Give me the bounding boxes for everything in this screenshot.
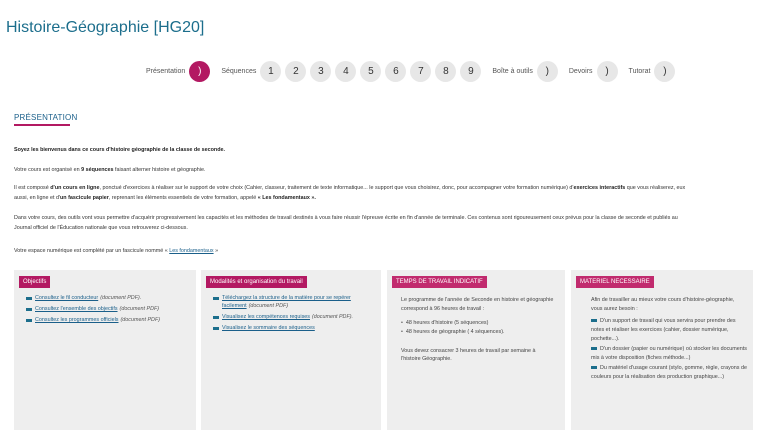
objectifs-link[interactable]: Consultez l'ensemble des objectifs: [35, 306, 118, 313]
nav-sequence-2-button[interactable]: 2: [285, 61, 306, 82]
modalites-link-item: Visualisez les compétences requises (document PDF).: [213, 313, 381, 321]
welcome-text: Soyez les bienvenus dans ce cours d'histoire géographie de la classe de seconde.: [14, 147, 225, 153]
heading-underline: [14, 124, 70, 126]
bullet-icon: [213, 316, 219, 319]
course-navigation: [146, 59, 679, 83]
objectifs-box: [14, 270, 196, 430]
nav-sequence-7-button[interactable]: 7: [410, 61, 431, 82]
materiel-item: D'un dossier (papier ou numérique) où stocker les documents mis à votre disposition (fiches méthode...): [591, 346, 747, 361]
sommaire-link[interactable]: Visualisez le sommaire des séquences: [222, 325, 315, 332]
composition-text-line1: Il est composé d'un cours en ligne, ponctué d'exercices à réaliser sur le support de votre choix (Cahier, classeur, traitement de texte informatique... le support que vous choisirez, donc, pour accompagner votre formation numérique) d'exercices interactifs que vous réaliserez, eux: [14, 185, 686, 191]
nav-devoirs-button[interactable]: ): [597, 61, 618, 82]
materiel-intro: Afin de travailler au mieux votre cours d'histoire-géographie, vous aurez besoin :: [591, 297, 735, 312]
tools-text-line2: Journal officiel de l'Éducation nationale que vous retrouverez ci-dessous.: [14, 225, 188, 231]
objectifs-link-item: Consultez l'ensemble des objectifs (document PDF): [26, 305, 196, 313]
nav-sequence-8-button[interactable]: 8: [435, 61, 456, 82]
programmes-officiels-link[interactable]: Consultez les programmes officiels: [35, 317, 119, 324]
temps-header: TEMPS DE TRAVAIL INDICATIF: [392, 276, 487, 288]
materiel-item: D'un support de travail qui vous servira pour prendre des notes et réaliser les exercices (cahier, dossier numérique, pochette...).: [591, 318, 736, 342]
nav-sequence-5-button[interactable]: 5: [360, 61, 381, 82]
tools-text-line1: Dans votre cours, des outils vont vous permettre d'acquérir progressivement les capacités et les méthodes de travail destinés à vous faire réussir l'épreuve écrite en fin d'année de terminale. Ces contenus sont rigoureusement ceux prévus pour la classe de seconde et publiés au: [14, 215, 678, 221]
bullet-icon: [591, 366, 597, 369]
objectifs-link-item: Consultez les programmes officiels (document PDF): [26, 316, 196, 324]
presentation-heading: PRÉSENTATION: [14, 113, 78, 122]
objectifs-header: Objectifs: [19, 276, 50, 288]
nav-tutorat-button[interactable]: ): [654, 61, 675, 82]
nav-devoirs-label[interactable]: Devoirs: [568, 67, 593, 75]
temps-box: [387, 270, 565, 430]
nav-sequence-4-button[interactable]: 4: [335, 61, 356, 82]
nav-toolbox-button[interactable]: ): [537, 61, 558, 82]
structure-matiere-link[interactable]: Téléchargez la structure de la matière pour se repérer facilement: [222, 295, 351, 310]
bullet-icon: [591, 319, 597, 322]
complement-text: Votre espace numérique est complété par un fascicule nommé « Les fondamentaux »: [14, 248, 219, 254]
composition-text-line2: aussi, en ligne et d'un fascicule papier, reprenant les éléments essentiels de votre formation, appelé « Les fondamentaux ».: [14, 195, 316, 201]
competences-link[interactable]: Visualisez les compétences requises: [222, 314, 310, 321]
nav-sequence-1-button[interactable]: 1: [260, 61, 281, 82]
bullet-icon: [26, 319, 32, 322]
bullet-icon: [213, 327, 219, 330]
bullet-icon: [213, 297, 219, 300]
fondamentaux-link[interactable]: Les fondamentaux: [169, 248, 214, 254]
course-title: Histoire-Géographie [HG20]: [6, 19, 205, 36]
nav-sequence-3-button[interactable]: 3: [310, 61, 331, 82]
modalites-link-item: Téléchargez la structure de la matière pour se repérer facilement (document PDF): [213, 294, 381, 310]
nav-presentation-button[interactable]: ): [189, 61, 210, 82]
materiel-box: [571, 270, 753, 430]
nav-presentation-label[interactable]: Présentation: [146, 67, 186, 75]
nav-tutorat-label[interactable]: Tutorat: [628, 67, 651, 75]
nav-sequences-label[interactable]: Séquences: [221, 67, 257, 75]
objectifs-link-item: Consultez le fil conducteur (document PDF).: [26, 294, 196, 302]
nav-sequence-6-button[interactable]: 6: [385, 61, 406, 82]
bullet-icon: [26, 308, 32, 311]
temps-item: • 48 heures de géographie ( 4 séquences).: [401, 328, 565, 337]
organisation-text: Votre cours est organisé en 9 séquences faisant alterner histoire et géographie.: [14, 167, 206, 173]
nav-toolbox-label[interactable]: Boîte à outils: [492, 67, 533, 75]
nav-sequence-9-button[interactable]: 9: [460, 61, 481, 82]
temps-intro: Le programme de l'année de Seconde en histoire et géographie correspond à 96 heures de travail :: [401, 297, 554, 312]
bullet-icon: [26, 297, 32, 300]
modalites-link-item: [213, 324, 381, 332]
temps-advice: Vous devez consacrer 3 heures de travail par semaine à l'histoire Géographie.: [401, 347, 536, 363]
bullet-icon: [591, 347, 597, 350]
materiel-header: MATERIEL NECESSAIRE: [576, 276, 654, 288]
fil-conducteur-link[interactable]: Consultez le fil conducteur: [35, 295, 99, 301]
materiel-item: Du matériel d'usage courant (stylo, gomme, règle, crayons de couleurs pour la réalisation des production graphique...): [591, 365, 747, 381]
modalites-header: Modalités et organisation du travail: [206, 276, 307, 288]
temps-item: • 48 heures d'histoire (5 séquences): [401, 319, 565, 328]
modalites-box: [201, 270, 381, 430]
